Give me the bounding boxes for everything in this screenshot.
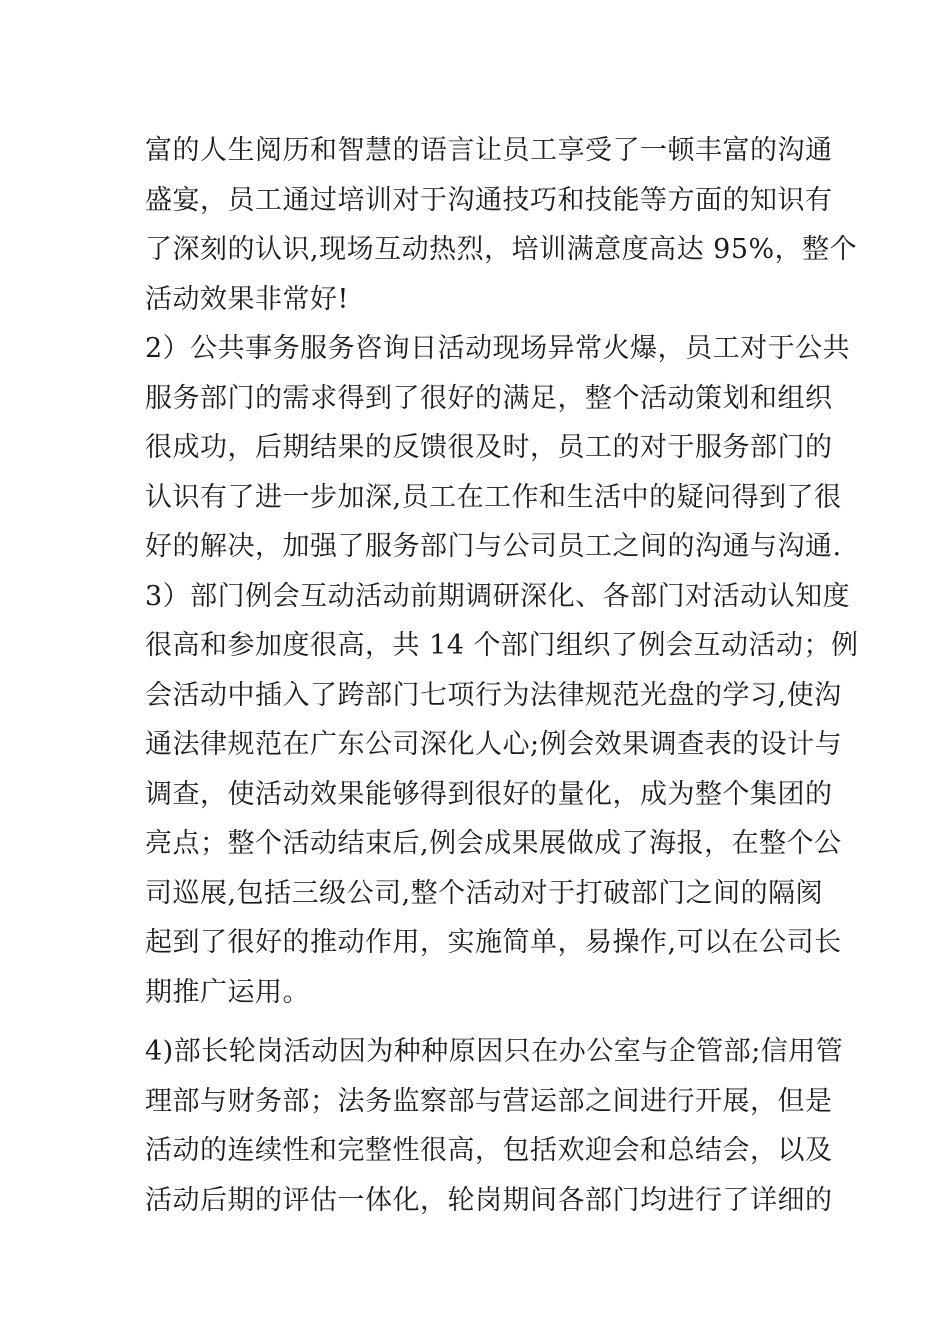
- text-line: 很成功，后期结果的反馈很及时，员工的对于服务部门的: [145, 432, 833, 463]
- document-body: [145, 126, 859, 1225]
- text-line: 活动的连续性和完整性很高，包括欢迎会和总结会，以及: [145, 1135, 833, 1166]
- text-line: 亮点；整个活动结束后,例会成果展做成了海报，在整个公: [145, 828, 842, 859]
- text-line: 了深刻的认识,现场互动热烈，培训满意度高达 95%，整个: [145, 234, 858, 265]
- text-line: 期推广运用。: [145, 976, 310, 1008]
- text-line: 很高和参加度很高，共 14 个部门组织了例会互动活动；例: [145, 630, 859, 661]
- text-line: 好的解决，加强了服务部门与公司员工之间的沟通与沟通.: [145, 531, 842, 562]
- text-line: 通法律规范在广东公司深化人心;例会效果调查表的设计与: [145, 729, 843, 760]
- text-line: 盛宴，员工通过培训对于沟通技巧和技能等方面的知识有: [145, 184, 833, 216]
- text-line: 司巡展,包括三级公司,整个活动对于打破部门之间的隔阂: [145, 877, 824, 909]
- text-line: 富的人生阅历和智慧的语言让员工享受了一顿丰富的沟通: [145, 135, 833, 166]
- text-line: 服务部门的需求得到了很好的满足，整个活动策划和组织: [145, 382, 833, 414]
- paragraph-2: [145, 324, 851, 572]
- paragraph-1: [145, 126, 858, 324]
- text-line: 会活动中插入了跨部门七项行为法律规范光盘的学习,使沟: [145, 679, 842, 711]
- text-line: 理部与财务部；法务监察部与营运部之间进行开展，但是: [145, 1085, 833, 1117]
- text-line: 活动后期的评估一体化，轮岗期间各部门均进行了详细的: [145, 1184, 833, 1216]
- text-line: 2）公共事务服务咨询日活动现场异常火爆，员工对于公共: [145, 333, 851, 364]
- paragraph-4: [145, 1027, 844, 1225]
- text-line: 起到了很好的推动作用，实施简单，易操作,可以在公司长: [145, 927, 842, 958]
- text-line: 活动效果非常好!: [145, 283, 349, 315]
- paragraph-3: [145, 572, 859, 1018]
- text-line: 4)部长轮岗活动因为种种原因只在办公室与企管部;信用管: [145, 1036, 844, 1067]
- paragraph-spacer: [145, 1017, 810, 1027]
- text-line: 认识有了进一步加深,员工在工作和生活中的疑问得到了很: [145, 481, 842, 513]
- text-line: 调查，使活动效果能够得到很好的量化，成为整个集团的: [145, 778, 833, 810]
- text-line: 3）部门例会互动活动前期调研深化、各部门对活动认知度: [145, 580, 851, 612]
